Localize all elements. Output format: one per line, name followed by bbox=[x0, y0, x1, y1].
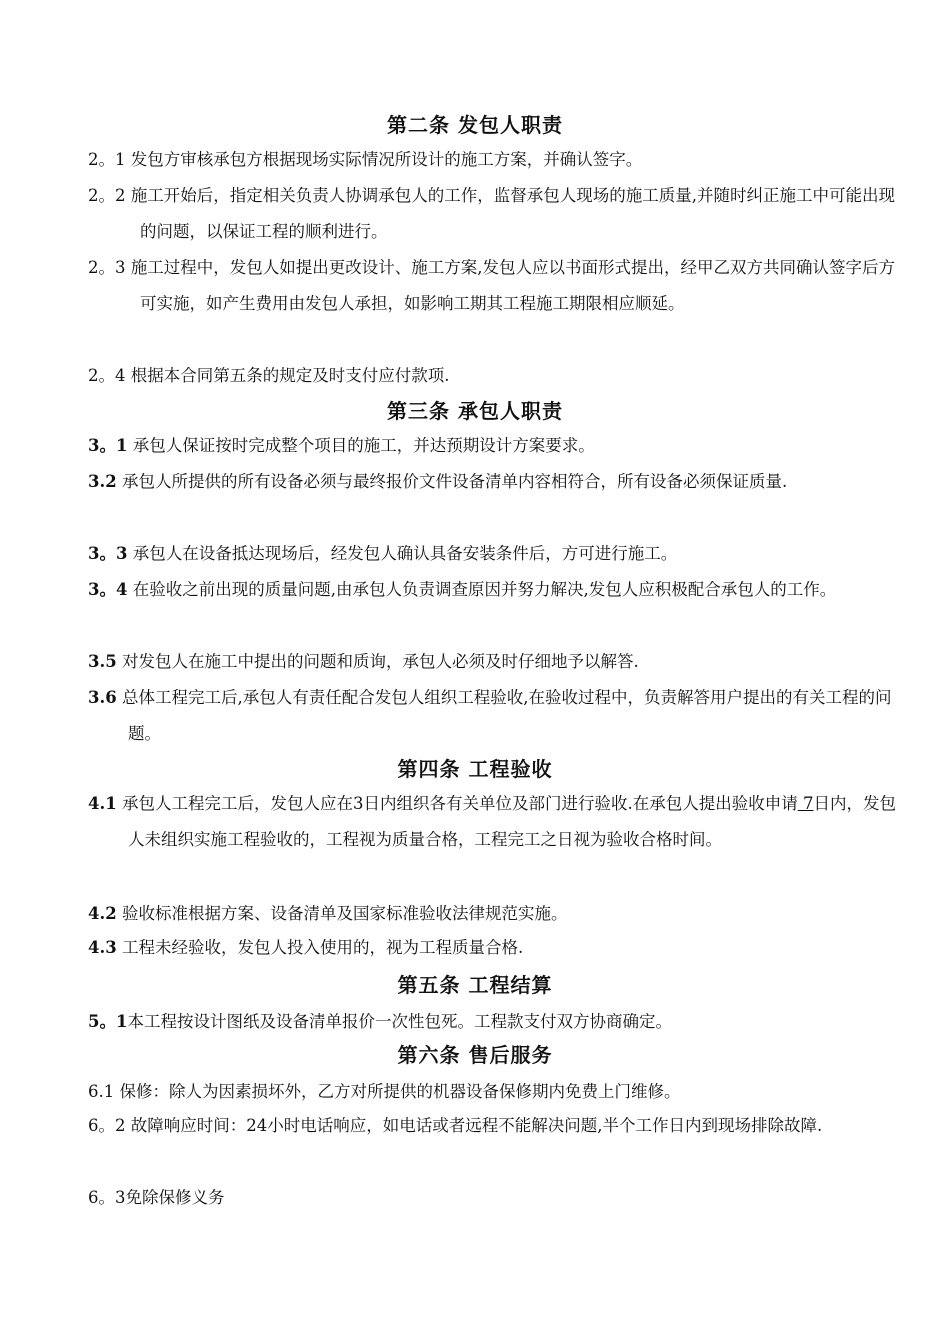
clause-4-3 bbox=[88, 930, 896, 966]
section-heading: 第五条 工程结算 bbox=[397, 973, 553, 997]
clause-text: 施工过程中，发包人如提出更改设计、施工方案,发包人应以书面形式提出，经甲乙双方共同确认签字后方可实施，如产生费用由发包人承担，如影响工期其工程施工期限相应顺延。 bbox=[125, 258, 895, 313]
clause-5-1 bbox=[88, 1004, 856, 1040]
clause-number: 6.1 bbox=[88, 1082, 115, 1101]
clause-number: 4.1 bbox=[88, 794, 117, 813]
clause-3-5 bbox=[88, 644, 896, 680]
clause-4-1 bbox=[88, 786, 896, 858]
clause-number: 3。4 bbox=[88, 580, 128, 599]
clause-6-3 bbox=[88, 1180, 856, 1216]
clause-text: 故障响应时间：24小时电话响应，如电话或者远程不能解决问题,半个工作日内到现场排除故障. bbox=[125, 1116, 823, 1135]
clause-2-2 bbox=[88, 178, 908, 250]
clause-text: 承包人保证按时完成整个项目的施工，并达预期设计方案要求。 bbox=[127, 436, 595, 455]
clause-3-3 bbox=[88, 536, 896, 572]
clause-text: 对发包人在施工中提出的问题和质询，承包人必须及时仔细地予以解答. bbox=[116, 652, 639, 671]
clause-6-2 bbox=[88, 1108, 868, 1144]
clause-3-2 bbox=[88, 464, 896, 500]
underlined-days: 7 bbox=[797, 794, 814, 813]
clause-text: 保修：除人为因素损坏外，乙方对所提供的机器设备保修期内免费上门维修。 bbox=[114, 1082, 681, 1101]
clause-text: 免除保修义务 bbox=[125, 1188, 225, 1207]
section-heading: 第二条 发包人职责 bbox=[387, 113, 563, 137]
clause-2-3 bbox=[88, 250, 908, 322]
clause-number: 3.5 bbox=[88, 652, 117, 671]
clause-2-4 bbox=[88, 358, 908, 394]
clause-number: 5。1 bbox=[88, 1012, 128, 1031]
clause-number: 2。3 bbox=[88, 258, 126, 277]
clause-text: 根据本合同第五条的规定及时支付应付款项. bbox=[125, 366, 450, 385]
clause-4-2 bbox=[88, 896, 896, 932]
clause-6-1 bbox=[88, 1074, 856, 1110]
clause-number: 3。1 bbox=[88, 436, 128, 455]
clause-text: 承包人工程完工后，发包人应在3日内组织各有关单位及部门进行验收.在承包人提出验收申请 bbox=[116, 794, 798, 813]
clause-number: 4.2 bbox=[88, 904, 117, 923]
clause-number: 6。3 bbox=[88, 1188, 126, 1207]
section-heading: 第六条 售后服务 bbox=[397, 1043, 553, 1067]
clause-number: 2。1 bbox=[88, 150, 126, 169]
clause-number: 4.3 bbox=[88, 938, 117, 957]
clause-text: 承包人在设备抵达现场后，经发包人确认具备安装条件后，方可进行施工。 bbox=[127, 544, 678, 563]
clause-2-1 bbox=[88, 142, 908, 178]
clause-text: 在验收之前出现的质量问题,由承包人负责调查原因并努力解决,发包人应积极配合承包人的工作。 bbox=[127, 580, 837, 599]
clause-3-6 bbox=[88, 680, 896, 752]
clause-text: 工程未经验收，发包人投入使用的，视为工程质量合格. bbox=[116, 938, 524, 957]
section-heading: 第四条 工程验收 bbox=[397, 757, 553, 781]
clause-number: 2。2 bbox=[88, 186, 126, 205]
clause-text-continued: 日内，发包人未组织实施工程验收的，工程视为质量合格，工程完工之日视为验收合格时间。 bbox=[128, 794, 896, 849]
clause-number: 3.6 bbox=[88, 688, 117, 707]
clause-number: 6。2 bbox=[88, 1116, 126, 1135]
clause-number: 3.2 bbox=[88, 472, 117, 491]
section-heading: 第三条 承包人职责 bbox=[387, 399, 563, 423]
clause-text: 施工开始后，指定相关负责人协调承包人的工作，监督承包人现场的施工质量,并随时纠正施工中可能出现的问题，以保证工程的顺利进行。 bbox=[125, 186, 895, 241]
clause-text: 验收标准根据方案、设备清单及国家标准验收法律规范实施。 bbox=[116, 904, 568, 923]
clause-3-4 bbox=[88, 572, 896, 608]
clause-text: 本工程按设计图纸及设备清单报价一次性包死。工程款支付双方协商确定。 bbox=[127, 1012, 672, 1031]
clause-number: 2。4 bbox=[88, 366, 126, 385]
clause-number: 3。3 bbox=[88, 544, 128, 563]
clause-text: 总体工程完工后,承包人有责任配合发包人组织工程验收,在验收过程中，负责解答用户提出的有关工程的问题。 bbox=[116, 688, 892, 743]
clause-3-1 bbox=[88, 428, 896, 464]
clause-text: 发包方审核承包方根据现场实际情况所设计的施工方案，并确认签字。 bbox=[125, 150, 643, 169]
clause-text: 承包人所提供的所有设备必须与最终报价文件设备清单内容相符合，所有设备必须保证质量. bbox=[116, 472, 788, 491]
